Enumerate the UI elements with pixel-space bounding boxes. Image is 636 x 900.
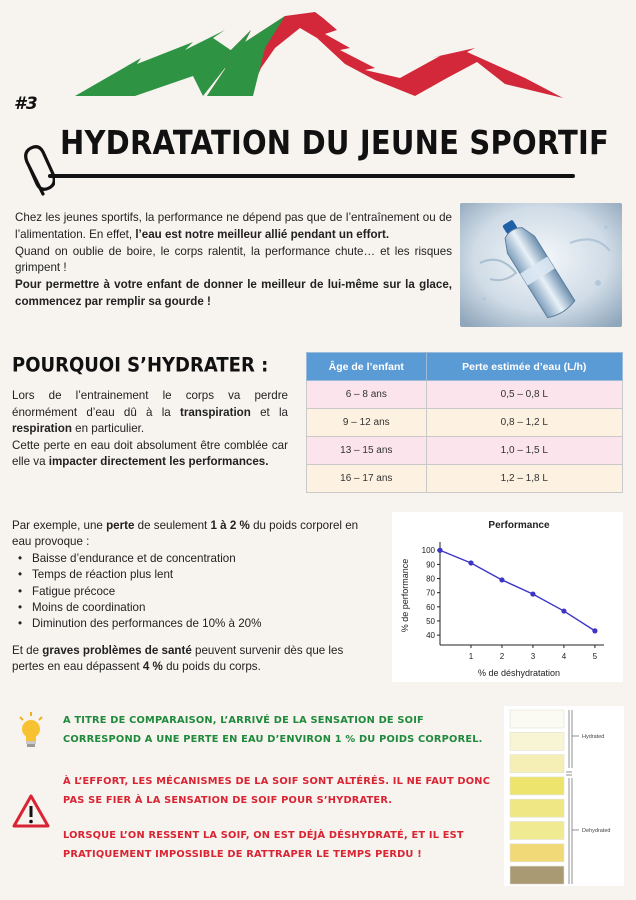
urine-swatch: [510, 844, 564, 862]
why-t2: et la: [250, 405, 288, 419]
urine-color-chart: [504, 706, 624, 886]
y-tick-label: 60: [426, 602, 435, 612]
dehydrated-label: Dehydrated: [582, 828, 611, 834]
why-text: [12, 388, 288, 471]
data-point: [468, 560, 473, 565]
y-tick-label: 50: [426, 616, 435, 626]
table-header-age: Âge de l’enfant: [307, 353, 427, 381]
example-s2: de seulement: [134, 519, 211, 532]
list-item: • Fatigue précoce: [32, 584, 362, 600]
example-a3: du poids du corps.: [162, 660, 261, 674]
table-cell: 9 – 12 ans: [307, 409, 427, 437]
why-impact: impacter directement les performances.: [48, 455, 269, 469]
x-tick-label: 4: [561, 652, 567, 661]
table-row: [307, 437, 623, 465]
table-header-row: [307, 353, 623, 381]
table-cell: 6 – 8 ans: [307, 381, 427, 409]
y-tick-label: 90: [426, 560, 435, 570]
x-tick-label: 5: [592, 652, 598, 661]
urine-swatch: [510, 710, 564, 728]
example-a1: Et de: [12, 643, 43, 657]
intro-p1-start: Chez les jeunes sportifs, la performance ne dépend pas que de l’entraînement ou de l’alimentation. En effet,: [15, 211, 452, 241]
intro-p1-bold: l’eau est notre meilleur allié pendant un effort.: [135, 227, 390, 241]
urine-swatch: [510, 755, 564, 773]
water-bottle-photo: [460, 203, 622, 327]
x-tick-label: 2: [499, 652, 505, 661]
lightbulb-icon: [17, 711, 45, 751]
note-thirst-altered: À L’EFFORT, LES MÉCANISMES DE LA SOIF SONT ALTÉRÉS. IL NE FAUT DONC PAS SE FIER À LA SENSATION DE SOIF POUR S’HYDRATER.: [63, 776, 491, 806]
chart-title: Performance: [488, 520, 550, 531]
table-cell: 1,2 – 1,8 L: [426, 465, 622, 493]
data-point: [437, 548, 442, 553]
table-cell: 0,5 – 0,8 L: [426, 381, 622, 409]
table-cell: 16 – 17 ans: [307, 465, 427, 493]
mountains-logo: [75, 8, 565, 103]
data-point: [499, 577, 504, 582]
y-tick-label: 80: [426, 574, 435, 584]
urine-swatch: [510, 866, 564, 884]
urine-swatch: [510, 732, 564, 750]
data-point: [561, 608, 566, 613]
y-tick-label: 40: [426, 631, 435, 641]
performance-line: [440, 550, 595, 631]
y-tick-label: 100: [421, 546, 435, 556]
why-respiration: respiration: [12, 422, 72, 436]
note-already-dehydrated: LORSQUE L’ON RESSENT LA SOIF, ON EST DÉJÀ DÉSHYDRATÉ, ET IL EST PRATIQUEMENT IMPOSSIBLE DE RATTRAPER LE TEMPS PERDU !: [63, 830, 464, 860]
x-tick-label: 3: [530, 652, 536, 661]
example-s3: du poids corporel en eau provoque :: [12, 519, 359, 549]
warning-icon: [12, 793, 50, 829]
example-s1: Par exemple, une: [12, 519, 107, 532]
example-percent: 1 à 2 %: [210, 519, 250, 532]
example-health: graves problèmes de santé: [42, 643, 192, 657]
data-point: [592, 628, 597, 633]
note-thirst-comparison: A TITRE DE COMPARAISON, L’ARRIVÉ DE LA SENSATION DE SOIF CORRESPOND A UNE PERTE EN EAU D’ENVIRON 1 % DU POIDS CORPOREL.: [63, 715, 483, 745]
list-item: • Diminution des performances de 10% à 20%: [32, 616, 362, 632]
why-t4: Cette perte en eau doit absolument être comblée car elle va: [12, 438, 288, 469]
table-cell: 1,0 – 1,5 L: [426, 437, 622, 465]
x-tick-label: 1: [468, 652, 474, 661]
example-text: [12, 518, 362, 676]
intro-text: [15, 210, 452, 311]
performance-chart: [392, 512, 623, 682]
why-t1: Lors de l’entrainement le corps va perdre énormément d’eau dû à la: [12, 389, 288, 419]
example-intro: [12, 518, 362, 551]
list-item: • Baisse d’endurance et de concentration: [32, 551, 362, 567]
water-loss-table: [306, 352, 623, 493]
intro-p2: Quand on oublie de boire, le corps ralentit, la performance chute… et les risques grimpent !: [15, 244, 452, 275]
table-row: [307, 381, 623, 409]
example-four-percent: 4 %: [142, 660, 163, 674]
page-title: HYDRATATION DU JEUNE SPORTIF: [60, 124, 610, 163]
example-perte: perte: [106, 519, 135, 532]
y-axis-label: % de performance: [400, 558, 410, 633]
x-axis-label: % de déshydratation: [477, 668, 561, 678]
example-a2: peuvent survenir dès que les pertes en eau dépassent: [12, 643, 344, 674]
title-underline: [48, 174, 575, 178]
section-heading-why: POURQUOI S’HYDRATER :: [12, 354, 269, 378]
list-item: • Moins de coordination: [32, 600, 362, 616]
urine-swatch: [510, 799, 564, 817]
urine-swatch: [510, 777, 564, 795]
table-cell: 13 – 15 ans: [307, 437, 427, 465]
paperclip-icon: [17, 142, 55, 204]
list-item: • Temps de réaction plus lent: [32, 567, 362, 583]
issue-number: #3: [14, 94, 38, 114]
intro-p3-bold: Pour permettre à votre enfant de donner le meilleur de lui-même sur la glace, commencez par remplir sa gourde !: [15, 278, 452, 308]
table-cell: 0,8 – 1,2 L: [426, 409, 622, 437]
table-row: [307, 465, 623, 493]
y-tick-label: 70: [426, 588, 435, 598]
symptom-list: [32, 551, 362, 633]
data-point: [530, 591, 535, 596]
table-row: [307, 409, 623, 437]
urine-swatch: [510, 822, 564, 840]
why-transpiration: transpiration: [179, 405, 251, 419]
table-header-loss: Perte estimée d’eau (L/h): [426, 353, 622, 381]
example-after: [12, 643, 362, 676]
why-t3: en particulier.: [71, 422, 145, 436]
hydrated-label: Hydrated: [582, 734, 605, 740]
